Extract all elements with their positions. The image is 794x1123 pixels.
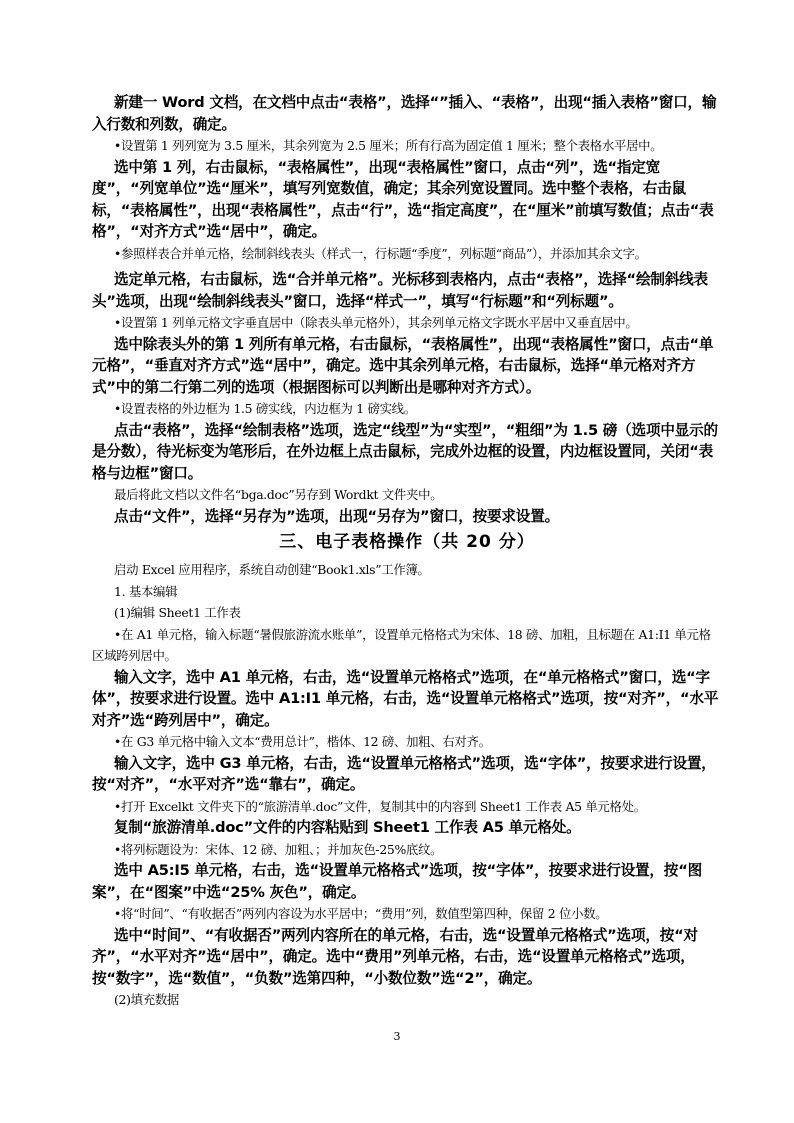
task-paragraph: •参照样表合并单元格，绘制斜线表头（样式一，行标题“季度”，列标题“商品”），并添加其余文字。 (114, 245, 647, 261)
task-paragraph: (1)编辑 Sheet1 工作表 (114, 605, 241, 620)
task-paragraph: (2)填充数据 (114, 992, 180, 1007)
task-paragraph: •在 G3 单元格中输入文本“费用总计”，楷体、12 磅、加粗、右对齐。 (114, 734, 491, 749)
task-paragraph: •设置第 1 列列宽为 3.5 厘米，其余列宽为 2.5 厘米；所有行高为固定值 1 厘米；整个表格水平居中。 (114, 138, 663, 153)
instruction-paragraph: 复制“旅游清单.doc”文件的内容粘贴到 Sheet1 工作表 A5 单元格处。 (114, 819, 581, 836)
instruction-paragraph: 选中除表头外的第 1 列所有单元格，右击鼠标，“表格属性”，出现“表格属性”窗口，点击“单元格”，“垂直对齐方式”选“居中”，确定。选中其余列单元格，右击鼠标，选择“单元格对齐方式”中的第二行第二列的选项（根据图标可以判断出是哪种对齐方式）。 (92, 335, 714, 396)
instruction-paragraph: 选中第 1 列，右击鼠标，“表格属性”，出现“表格属性”窗口，点击“列”，选“指定宽度”，“列宽单位”选“厘米”，填写列宽数值，确定；其余列宽设置同。选中整个表格，右击鼠标，“表格属性”，出现“表格属性”，点击“行”，选“指定高度”，在“厘米”前填写数值；点击“表格”，“对齐方式”选“居中”，确定。 (92, 158, 714, 240)
task-paragraph: •设置第 1 列单元格文字垂直居中（除表头单元格外），其余列单元格文字既水平居中又垂直居中。 (114, 315, 638, 330)
instruction-paragraph: 选中 A5:I5 单元格，右击，选“设置单元格格式”选项，按“字体”，按要求进行设置，按“图案”，在“图案”中选“25% 灰色”，确定。 (92, 862, 702, 901)
task-paragraph: •打开 Excelkt 文件夹下的“旅游清单.doc”文件，复制其中的内容到 Sheet1 工作表 A5 单元格处。 (114, 798, 646, 814)
task-paragraph: •将列标题设为：宋体、12 磅、加粗、；并加灰色-25%底纹。 (114, 841, 443, 857)
task-paragraph: •设置表格的外边框为 1.5 磅实线，内边框为 1 磅实线。 (114, 401, 416, 416)
task-paragraph: 最后将此文档以文件名“bga.doc”另存到 Wordkt 文件夹中。 (114, 487, 443, 502)
task-paragraph: 1. 基本编辑 (114, 583, 178, 599)
instruction-paragraph: 输入文字，选中 A1 单元格，右击，选“设置单元格格式”选项，在“单元格格式”窗口，选“字体”，按要求进行设置。选中 A1:I1 单元格，右击，选“设置单元格格式”选项，按“对齐”，“水平对齐”选“跨列居中”，确定。 (92, 668, 719, 729)
instruction-paragraph: 新建一 Word 文档，在文档中点击“表格”，选择“”插入、“表格”，出现“插入表格”窗口，输入行数和列数，确定。 (92, 94, 717, 133)
instruction-paragraph: 输入文字，选中 G3 单元格，右击，选“设置单元格格式”选项，选“字体”，按要求进行设置，按“对齐”，“水平对齐”选“靠右”，确定。 (92, 754, 716, 793)
section-heading: 三、电子表格操作（共 20 分） (279, 532, 535, 552)
instruction-paragraph: 点击“文件”，选择“另存为”选项，出现“另存为”窗口，按要求设置。 (114, 507, 559, 525)
page-number: 3 (393, 1030, 401, 1043)
instruction-paragraph: 选中“时间”、“有收据否”两列内容所在的单元格，右击，选“设置单元格格式”选项，按“对齐”，“水平对齐”选“居中”，确定。选中“费用”列单元格，右击，选“设置单元格格式”选项，按“数字”，选“数值”，“负数”选第四种，“小数位数”选“2”，确定。 (92, 926, 698, 987)
task-paragraph: •在 A1 单元格，输入标题“暑假旅游流水账单”，设置单元格格式为宋体、18 磅、加粗，且标题在 A1:I1 单元格区域跨列居中。 (92, 626, 711, 663)
task-paragraph: •将“时间”、“有收据否”两列内容设为水平居中；“费用”列，数值型第四种，保留 2 位小数。 (114, 906, 608, 921)
document-body (92, 92, 722, 1011)
task-paragraph: 启动 Excel 应用程序，系统自动创建“Book1.xls”工作簿。 (114, 562, 430, 577)
instruction-paragraph: 点击“表格”，选择“绘制表格”选项，选定“线型”为“实型”，“粗细”为 1.5 磅（选项中显示的是分数），待光标变为笔形后，在外边框上点击鼠标，完成外边框的设置，内边框设置同，关闭“表格与边框”窗口。 (92, 421, 718, 482)
instruction-paragraph: 选定单元格，右击鼠标，选“合并单元格”。光标移到表格内，点击“表格”，选择“绘制斜线表头”选项，出现“绘制斜线表头”窗口，选择“样式一”，填写“行标题”和“列标题”。 (92, 271, 708, 310)
